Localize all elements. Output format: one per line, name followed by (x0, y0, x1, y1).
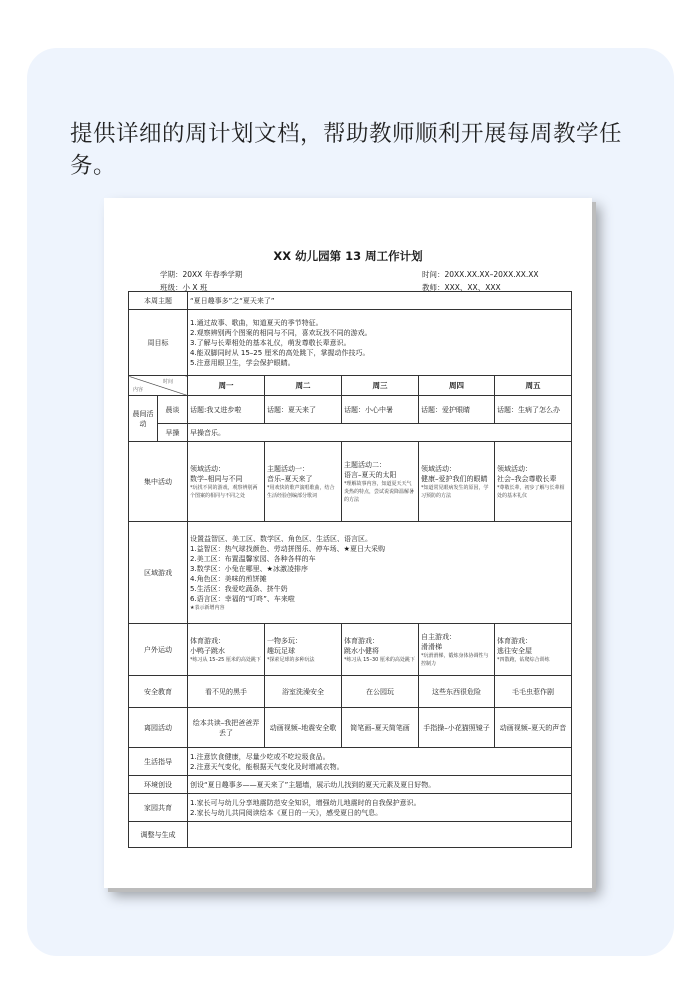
focus-row (129, 442, 572, 522)
cell-head: 自主游戏： (421, 632, 456, 641)
cell-head: 体育游戏： (344, 636, 379, 645)
adjust-label: 调整与生成 (129, 822, 188, 848)
cell-title: 滑滑梯 (421, 642, 442, 651)
headline: 提供详细的周计划文档，帮助教师顺利开展每周教学任务。 (70, 121, 623, 179)
cell-note: *四散跑，钻爬综合训练 (497, 656, 550, 663)
leave-cell: 手指操–小花猫照镜子 (419, 708, 495, 748)
area-item: 4.角色区：美味的煎饼摊 (190, 574, 267, 583)
outdoor-cell (188, 624, 265, 676)
life-item: 1.注意饮食健康，尽量少吃或不吃垃圾食品。 (190, 752, 330, 761)
cell-note: *知道常见眼病发生的原因，学习预防的方法 (421, 484, 489, 499)
leave-cell: 动画视频–地震安全歌 (265, 708, 342, 748)
teachers: 教师：XXX、XX、XXX (422, 283, 501, 292)
corner-content: 内容 (133, 387, 144, 393)
day-header: 周二 (265, 376, 342, 396)
area-list (188, 522, 572, 624)
adjust-value (188, 822, 572, 848)
cell-note: *尊敬长辈，初步了解与长辈相处的基本礼仪 (497, 484, 565, 499)
area-item: 5.生活区：我爱吃蔬条、挤牛奶 (190, 584, 288, 593)
focus-cell (265, 442, 342, 522)
cell-head: 体育游戏： (497, 636, 532, 645)
area-item: 1.益智区：热气球找颜色、劳动拼图乐、停车场、★夏日大采购 (190, 544, 385, 553)
safety-cell: 毛毛虫惹作剧 (495, 676, 572, 708)
env-label: 环境创设 (129, 776, 188, 794)
safety-label: 安全教育 (129, 676, 188, 708)
focus-cell (419, 442, 495, 522)
life-row (129, 748, 572, 776)
day-header: 周五 (495, 376, 572, 396)
cell-title: 趣玩足球 (267, 646, 295, 655)
morning-label: 晨间活动 (129, 396, 158, 442)
life-list (188, 748, 572, 776)
safety-cell: 在公园玩 (342, 676, 419, 708)
corner-cell (129, 376, 188, 396)
area-note: ★表示新增内容 (190, 604, 225, 611)
term: 学期：20XX 年春季学期 (160, 270, 243, 279)
talk-cell: 话题:我又进步啦 (188, 396, 265, 424)
env-value: 创设“夏日趣事多——夏天来了”主题墙，展示幼儿找到的夏天元素及夏日好物。 (188, 776, 572, 794)
cell-title: 逃往安全屋 (497, 646, 532, 655)
leave-cell: 简笔画–夏天简笔画 (342, 708, 419, 748)
goal-item: 5.注意用眼卫生，学会保护眼睛。 (190, 358, 295, 367)
day-header: 周三 (342, 376, 419, 396)
cell-title: 社会–我会尊敬长辈 (497, 474, 557, 483)
adjust-row (129, 822, 572, 848)
talk-cell: 话题：爱护眼睛 (419, 396, 495, 424)
home-row (129, 794, 572, 822)
outdoor-cell (342, 624, 419, 676)
area-row (129, 522, 572, 624)
cell-title: 数学–相同与不同 (190, 474, 243, 483)
leave-row (129, 708, 572, 748)
talk-cell: 话题：生病了怎么办 (495, 396, 572, 424)
area-item: 6.语言区：幸福的“叮咚”、车来啦 (190, 594, 295, 603)
weekly-plan-table (128, 291, 572, 848)
outdoor-cell (265, 624, 342, 676)
outdoor-cell (495, 624, 572, 676)
leave-cell: 动画视频–夏天的声音 (495, 708, 572, 748)
theme-row (129, 292, 572, 310)
cell-head: 主题活动一： (267, 464, 309, 473)
cell-note: *练习从 15–25 厘米的高处跳下 (190, 656, 261, 663)
cell-note: *用欢快的歌声演唱歌曲，结合生活经验创编部分歌词 (267, 484, 335, 499)
env-row (129, 776, 572, 794)
doc-title: XX 幼儿园第 13 周工作计划 (273, 249, 423, 263)
cell-head: 领域活动： (190, 464, 225, 473)
outdoor-label: 户外运动 (129, 624, 188, 676)
focus-cell (188, 442, 265, 522)
goal-item: 3.了解与长辈相处的基本礼仪，萌发尊敬长辈意识。 (190, 338, 351, 347)
cell-head: 主题活动二： (344, 460, 386, 469)
focus-label: 集中活动 (129, 442, 188, 522)
area-item: 2.美工区：布置温馨家园、各种各样的车 (190, 554, 316, 563)
area-label: 区域游戏 (129, 522, 188, 624)
home-item: 1.家长可与幼儿分享地震防范安全知识，增强幼儿地震时的自我保护意识。 (190, 798, 421, 807)
cell-head: 体育游戏： (190, 636, 225, 645)
corner-time: 时间 (162, 379, 173, 385)
safety-row (129, 676, 572, 708)
day-header: 周一 (188, 376, 265, 396)
area-item: 设置益智区、美工区、数学区、角色区、生活区、语言区。 (190, 534, 372, 543)
document-preview (104, 198, 592, 888)
goal-list (188, 310, 572, 376)
outdoor-row (129, 624, 572, 676)
day-header-row (129, 376, 572, 396)
life-item: 2.注意天气变化，能根据天气变化及时增减衣物。 (190, 762, 344, 771)
cell-note: *玩找不同的游戏，观察辨别两个图案的相同与不同之处 (190, 484, 258, 499)
goal-label: 周目标 (129, 310, 188, 376)
talk-row (129, 396, 572, 424)
area-item: 3.数学区：小兔在哪里、★冰激凌排序 (190, 564, 308, 573)
cell-note: *理解故事内容，知道夏天天气炎热的特点，尝试说说降温解暑的方法 (344, 480, 415, 503)
cell-note: *玩滑滑梯，锻炼身体协调性与控制力 (421, 652, 489, 667)
goal-item: 2.观察辨别两个图案的相同与不同，喜欢玩找不同的游戏。 (190, 328, 372, 337)
safety-cell: 看不见的黑手 (188, 676, 265, 708)
theme-label: 本周主题 (129, 292, 188, 310)
exercise-row (129, 424, 572, 442)
cell-title: 小鸭子跳水 (190, 646, 225, 655)
home-item: 2.家长与幼儿共同阅读绘本《夏日的一天》，感受夏日的气息。 (190, 808, 383, 817)
safety-cell: 浴室洗澡安全 (265, 676, 342, 708)
leave-cell: 绘本共读–我把爸爸弄丢了 (188, 708, 265, 748)
home-list (188, 794, 572, 822)
cell-head: 一物多玩： (267, 636, 302, 645)
cell-note: *练习从 15–30 厘米的高处跳下 (344, 656, 415, 663)
goal-row (129, 310, 572, 376)
safety-cell: 这些东西很危险 (419, 676, 495, 708)
cell-title: 健康–爱护我们的眼睛 (421, 474, 488, 483)
focus-cell (342, 442, 419, 522)
cell-title: 跳水小健将 (344, 646, 379, 655)
class-name: 班级：小 X 班 (160, 283, 208, 292)
cell-head: 领域活动： (497, 464, 532, 473)
cell-title: 音乐–夏天来了 (267, 474, 313, 483)
focus-cell (495, 442, 572, 522)
home-label: 家园共育 (129, 794, 188, 822)
cell-title: 语言–夏天的太阳 (344, 470, 397, 479)
life-label: 生活指导 (129, 748, 188, 776)
exercise-value: 早操音乐。 (188, 424, 572, 442)
day-header: 周四 (419, 376, 495, 396)
exercise-label: 早操 (158, 424, 188, 442)
cell-head: 领域活动： (421, 464, 456, 473)
talk-cell: 话题：夏天来了 (265, 396, 342, 424)
talk-cell: 话题：小心中暑 (342, 396, 419, 424)
goal-item: 4.能双脚同时从 15–25 厘米的高处跳下，掌握动作技巧。 (190, 348, 370, 357)
theme-value: “夏日趣事多”之“夏天来了” (188, 292, 572, 310)
talk-label: 晨谈 (158, 396, 188, 424)
goal-item: 1.通过故事、歌曲，知道夏天的季节特征。 (190, 318, 323, 327)
outdoor-cell (419, 624, 495, 676)
leave-label: 离园活动 (129, 708, 188, 748)
cell-note: *探索足球的多种玩法 (267, 656, 315, 663)
time-range: 时间：20XX.XX.XX–20XX.XX.XX (422, 270, 539, 279)
